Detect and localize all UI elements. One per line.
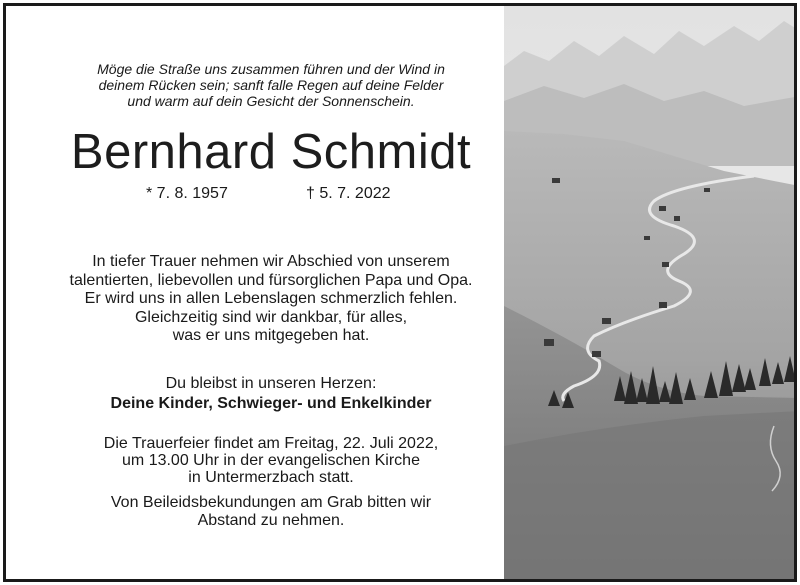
hut: [659, 206, 666, 211]
hut: [644, 236, 650, 240]
alpine-meadow-image: [504, 6, 797, 582]
obituary-card: [3, 3, 797, 582]
remembrance-line: Du bleibst in unseren Herzen:: [165, 375, 377, 392]
quote-line: deinem Rücken sein; sanft falle Regen auf deine Felder: [98, 77, 444, 93]
hut: [602, 318, 611, 324]
hut: [659, 302, 667, 308]
mourning-text: [6, 253, 536, 346]
mourning-line: Gleichzeitig sind wir dankbar, für alles,: [134, 308, 408, 326]
hut: [544, 339, 554, 346]
hut: [552, 178, 560, 183]
funeral-line: in Untermerzbach statt.: [188, 469, 354, 486]
hut: [662, 262, 669, 267]
blessing-quote: [6, 61, 536, 109]
death-date: † 5. 7. 2022: [306, 185, 391, 202]
hut: [704, 188, 710, 192]
deceased-name: Bernhard Schmidt: [70, 125, 472, 179]
remembrance-block: [6, 374, 536, 414]
condolence-notice: [6, 494, 536, 530]
life-dates: [6, 185, 536, 205]
hut: [674, 216, 680, 221]
hut: [592, 351, 601, 357]
mourning-line: was er uns mitgegeben hat.: [172, 327, 370, 344]
quote-line: Möge die Straße uns zusammen führen und der Wind in: [97, 61, 445, 77]
condolence-line: Von Beileidsbekundungen am Grab bitten wir: [110, 494, 432, 511]
mourning-line: Er wird uns in allen Lebenslagen schmerzlich fehlen.: [84, 290, 458, 307]
signatories: Deine Kinder, Schwieger- und Enkelkinder: [110, 395, 432, 412]
mourning-line: In tiefer Trauer nehmen wir Abschied von unserem: [92, 253, 450, 270]
funeral-line: um 13.00 Uhr in der evangelischen Kirche: [122, 452, 420, 469]
funeral-notice: [6, 435, 536, 486]
birth-date: * 7. 8. 1957: [146, 185, 228, 202]
text-column: [6, 6, 506, 579]
condolence-line: Abstand zu nehmen.: [197, 512, 345, 529]
landscape-photo: [504, 6, 797, 582]
quote-line: und warm auf dein Gesicht der Sonnenschein.: [127, 93, 415, 109]
funeral-line: Die Trauerfeier findet am Freitag, 22. Juli 2022,: [103, 435, 439, 452]
mourning-line: talentierten, liebevollen und fürsorglichen Papa und Opa.: [69, 271, 473, 289]
